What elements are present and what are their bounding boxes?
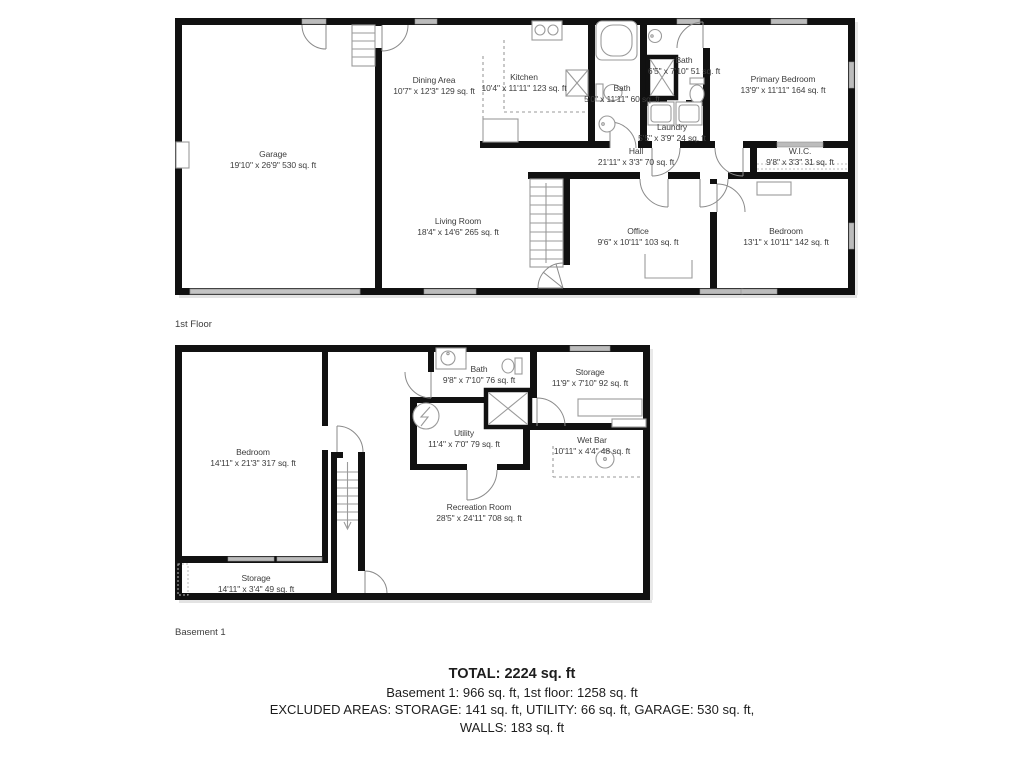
room-label-wet-bar: Wet Bar 10'11" x 4'4" 48 sq. ft <box>553 435 631 456</box>
total-area: TOTAL: 2224 sq. ft <box>448 666 576 682</box>
area-summary <box>0 666 1024 736</box>
room-label-primary-bedroom: Primary Bedroom 13'9" x 11'11" 164 sq. ft <box>740 74 826 95</box>
room-label-hall: Hall 21'11" x 3'3" 70 sq. ft <box>597 146 675 167</box>
basement-caption: Basement 1 <box>175 627 226 638</box>
stairs-basement <box>337 462 358 529</box>
room-label-utility: Utility 11'4" x 7'0" 79 sq. ft <box>428 428 500 449</box>
room-label-dining-area: Dining Area 10'7" x 12'3" 129 sq. ft <box>393 75 475 96</box>
stairs-garage <box>352 25 375 66</box>
room-label-laundry: Laundry 5'5" x 3'9" 24 sq. ft <box>638 122 706 143</box>
shower-icon <box>486 390 530 427</box>
wall-areas: WALLS: 183 sq. ft <box>459 719 565 735</box>
room-label-office: Office 9'6" x 10'11" 103 sq. ft <box>597 226 679 247</box>
floor-areas: Basement 1: 966 sq. ft, 1st floor: 1258 sq. ft <box>386 684 638 700</box>
stairs-main <box>530 179 563 267</box>
storage-shelves <box>578 399 646 427</box>
room-label-bath-2: Bath 6'5" x 7'10" 51 sq. ft <box>647 55 721 76</box>
first-floor-caption: 1st Floor <box>175 319 212 330</box>
room-label-bedroom-bmt: Bedroom 14'11" x 21'3" 317 sq. ft <box>210 447 296 468</box>
room-label-storage-bmt: Storage 11'9" x 7'10" 92 sq. ft <box>551 367 629 388</box>
room-label-bath-bmt: Bath 9'8" x 7'10" 76 sq. ft <box>442 364 516 385</box>
room-label-bath-1: Bath 5'0" x 11'11" 60 sq. ft <box>584 83 660 104</box>
room-label-bedroom-1f: Bedroom 13'1" x 10'11" 142 sq. ft <box>743 226 829 247</box>
room-label-wic: W.I.C. 9'8" x 3'3" 31 sq. ft <box>766 146 834 167</box>
room-label-living-room: Living Room 18'4" x 14'6" 265 sq. ft <box>417 216 499 237</box>
sink-icon <box>599 116 615 132</box>
room-label-kitchen: Kitchen 10'4" x 11'11" 123 sq. ft <box>481 72 567 93</box>
garage-door <box>190 289 360 294</box>
room-label-recreation-room: Recreation Room 28'5" x 24'11" 708 sq. ft <box>436 502 522 523</box>
excluded-areas: EXCLUDED AREAS: STORAGE: 141 sq. ft, UTILITY: 66 sq. ft, GARAGE: 530 sq. ft, <box>269 702 755 717</box>
room-label-garage: Garage 19'10" x 26'9" 530 sq. ft <box>229 149 317 170</box>
bathtub-icon <box>596 21 637 60</box>
water-heater-icon <box>413 403 439 429</box>
room-label-storage-bmt-2: Storage 14'11" x 3'4" 49 sq. ft <box>217 573 295 594</box>
